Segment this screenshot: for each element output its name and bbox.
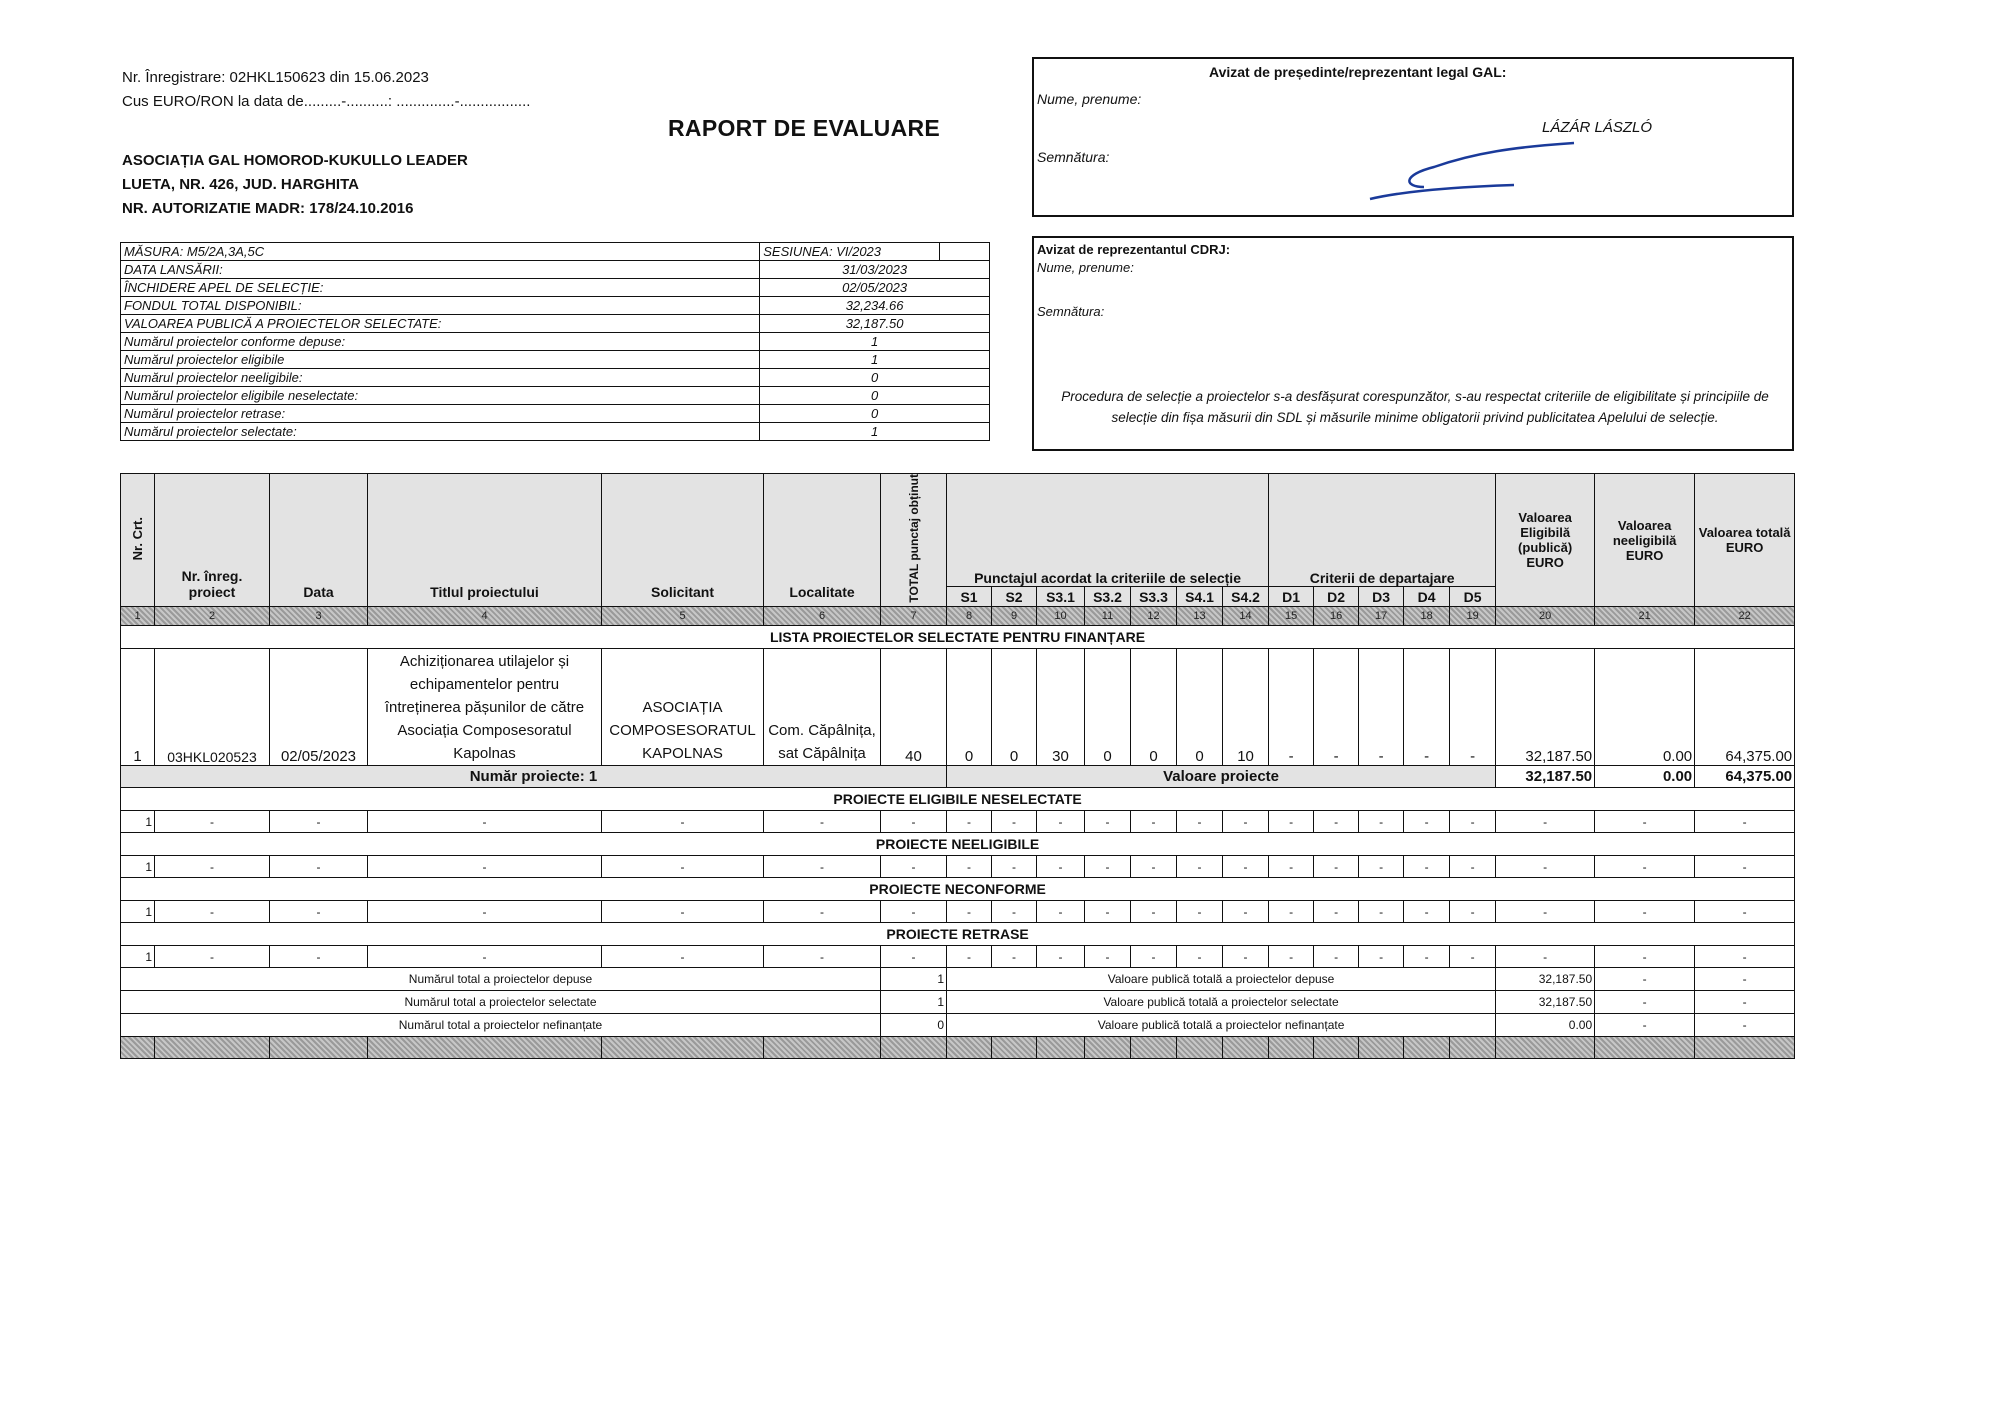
total-nefinantate-label: Numărul total a proiectelor nefinanțate <box>121 1014 881 1037</box>
section-title: PROIECTE NECONFORME <box>121 878 1795 901</box>
col-val-eligibila: Valoarea Eligibilă (publică) EURO <box>1496 474 1595 607</box>
col-number: 11 <box>1085 607 1131 626</box>
col-number: 22 <box>1695 607 1795 626</box>
crit-s3-1: S3.1 <box>1037 587 1085 607</box>
empty-dash-cell: - <box>1496 811 1595 833</box>
col-nr-inreg: Nr. înreg. proiect <box>155 474 270 607</box>
crit-d5: D5 <box>1450 587 1496 607</box>
measure-row-value: 1 <box>760 423 990 441</box>
score-s1: 0 <box>947 649 992 766</box>
empty-dash-cell: - <box>1131 901 1177 923</box>
empty-dash-cell: - <box>368 901 602 923</box>
col-number: 8 <box>947 607 992 626</box>
project-solicitant: ASOCIAȚIA COMPOSESORATUL KAPOLNAS <box>602 649 764 766</box>
empty-dash-cell: - <box>1131 856 1177 878</box>
empty-dash-cell: - <box>1037 811 1085 833</box>
empty-dash-cell: - <box>155 901 270 923</box>
measure-row-label: Numărul proiectelor neeligibile: <box>121 369 760 387</box>
measure-row-label: Numărul proiectelor eligibile neselectate: <box>121 387 760 405</box>
measure-row-label: ÎNCHIDERE APEL DE SELECȚIE: <box>121 279 760 297</box>
table-row <box>121 811 1795 833</box>
total-depuse-label: Numărul total a proiectelor depuse <box>121 968 881 991</box>
col-data: Data <box>270 474 368 607</box>
org-authorization: NR. AUTORIZATIE MADR: 178/24.10.2016 <box>122 200 414 217</box>
empty-dash-cell: - <box>155 811 270 833</box>
empty-dash-cell: - <box>602 901 764 923</box>
cdrj-approval-title: Avizat de reprezentantul CDRJ: <box>1037 242 1231 257</box>
org-address: LUETA, NR. 426, JUD. HARGHITA <box>122 176 359 193</box>
col-number: 15 <box>1269 607 1314 626</box>
crit-s2: S2 <box>992 587 1037 607</box>
col-number: 14 <box>1223 607 1269 626</box>
project-nr: 1 <box>121 649 155 766</box>
empty-dash-cell: - <box>1359 946 1404 968</box>
totals-row <box>121 991 1795 1014</box>
project-val-neeligibila: 0.00 <box>1595 649 1695 766</box>
empty-dash-cell: - <box>1085 901 1131 923</box>
gal-signer-name: LÁZÁR LÁSZLÓ <box>1542 119 1653 136</box>
col-number: 2 <box>155 607 270 626</box>
measure-table <box>120 242 990 441</box>
cdrj-name-label: Nume, prenume: <box>1037 260 1134 275</box>
col-localitate: Localitate <box>764 474 881 607</box>
table-row <box>121 946 1795 968</box>
total-selectate-value: 32,187.50 <box>1496 991 1595 1014</box>
empty-dash-cell: - <box>1314 856 1359 878</box>
col-number: 12 <box>1131 607 1177 626</box>
score-d2: - <box>1314 649 1359 766</box>
empty-dash-cell: - <box>270 901 368 923</box>
empty-dash-cell: - <box>602 856 764 878</box>
empty-dash-cell: - <box>1595 901 1695 923</box>
col-titlu: Titlul proiectului <box>368 474 602 607</box>
project-val-totala: 64,375.00 <box>1695 649 1795 766</box>
table-row <box>121 856 1795 878</box>
total-nefinantate-value: 0.00 <box>1496 1014 1595 1037</box>
crit-d3: D3 <box>1359 587 1404 607</box>
summary-val-neeligibila: 0.00 <box>1595 766 1695 788</box>
empty-dash-cell: - <box>1450 856 1496 878</box>
project-title: Achiziționarea utilajelor și echipamentelor pentru întreținerea pășunilor de către Asociația Composesoratul Kapolnas <box>368 649 602 766</box>
empty-dash-cell: - <box>1404 946 1450 968</box>
total-depuse-value-label: Valoare publică totală a proiectelor depuse <box>947 968 1496 991</box>
row-nr: 1 <box>121 856 155 878</box>
col-val-neeligibila: Valoarea neeligibilă EURO <box>1595 474 1695 607</box>
empty-dash-cell: - <box>1595 946 1695 968</box>
empty-dash-cell: - <box>1085 946 1131 968</box>
summary-val-totala: 64,375.00 <box>1695 766 1795 788</box>
sesiune-label: SESIUNEA: VI/2023 <box>760 243 940 261</box>
empty-dash-cell: - <box>947 811 992 833</box>
project-localitate: Com. Căpâlnița, sat Căpâlnița <box>764 649 881 766</box>
empty-dash-cell: - <box>1695 968 1795 991</box>
empty-dash-cell: - <box>1314 901 1359 923</box>
col-number: 20 <box>1496 607 1595 626</box>
totals-row <box>121 1014 1795 1037</box>
score-d5: - <box>1450 649 1496 766</box>
page-title: RAPORT DE EVALUARE <box>668 115 941 141</box>
measure-row-label: Numărul proiectelor conforme depuse: <box>121 333 760 351</box>
score-d1: - <box>1269 649 1314 766</box>
crit-s4-2: S4.2 <box>1223 587 1269 607</box>
empty-dash-cell: - <box>155 856 270 878</box>
evaluation-table <box>120 473 1795 1059</box>
empty-dash-cell: - <box>1037 856 1085 878</box>
empty-dash-cell: - <box>368 811 602 833</box>
col-number: 13 <box>1177 607 1223 626</box>
section-title: PROIECTE RETRASE <box>121 923 1795 946</box>
col-number: 4 <box>368 607 602 626</box>
measure-row-value: 32,187.50 <box>760 315 990 333</box>
total-selectate-count: 1 <box>881 991 947 1014</box>
table-row <box>121 649 1795 766</box>
valoare-proiecte-label: Valoare proiecte <box>947 766 1496 788</box>
empty-dash-cell: - <box>1404 901 1450 923</box>
col-number: 17 <box>1359 607 1404 626</box>
col-number: 16 <box>1314 607 1359 626</box>
row-nr: 1 <box>121 946 155 968</box>
cdrj-statement: Procedura de selecție a proiectelor s-a desfășurat corespunzător, s-au respectat criteriile de eligibilitate și principiile de selecție din fișa măsurii din SDL și măsurile minime obligatorii privind publicitatea Apelului de selecție. <box>1061 389 1769 425</box>
empty-dash-cell: - <box>1223 901 1269 923</box>
empty-dash-cell: - <box>368 856 602 878</box>
measure-row-label: Numărul proiectelor selectate: <box>121 423 760 441</box>
masura-label: MĂSURA: M5/2A,3A,5C <box>121 243 760 261</box>
col-number: 10 <box>1037 607 1085 626</box>
empty-dash-cell: - <box>1223 811 1269 833</box>
crit-s1: S1 <box>947 587 992 607</box>
empty-dash-cell: - <box>881 811 947 833</box>
col-punctaj: Punctajul acordat la criteriile de selecție <box>947 474 1269 587</box>
project-nr-inreg: 03HKL020523 <box>155 649 270 766</box>
empty-dash-cell: - <box>1496 901 1595 923</box>
measure-row-value: 1 <box>760 351 990 369</box>
numar-proiecte: Număr proiecte: 1 <box>121 766 947 788</box>
empty-dash-cell: - <box>1223 946 1269 968</box>
empty-dash-cell: - <box>1037 946 1085 968</box>
total-nefinantate-count: 0 <box>881 1014 947 1037</box>
section-title: PROIECTE NEELIGIBILE <box>121 833 1795 856</box>
empty-dash-cell: - <box>1695 901 1795 923</box>
empty-dash-cell: - <box>881 901 947 923</box>
empty-dash-cell: - <box>1450 811 1496 833</box>
empty-dash-cell: - <box>1595 968 1695 991</box>
total-depuse-count: 1 <box>881 968 947 991</box>
project-total: 40 <box>881 649 947 766</box>
measure-row-label: Numărul proiectelor retrase: <box>121 405 760 423</box>
footer-hatch-row <box>121 1037 1795 1059</box>
registration-number: Nr. Înregistrare: 02HKL150623 din 15.06.2023 <box>122 69 429 86</box>
empty-dash-cell: - <box>1359 856 1404 878</box>
measure-row-value: 02/05/2023 <box>760 279 990 297</box>
measure-row-label: DATA LANSĂRII: <box>121 261 760 279</box>
empty-dash-cell: - <box>1177 856 1223 878</box>
measure-row-value: 32,234.66 <box>760 297 990 315</box>
gal-approval-title: Avizat de președinte/reprezentant legal GAL: <box>1209 64 1507 80</box>
col-val-totala: Valoarea totală EURO <box>1695 474 1795 607</box>
col-solicitant: Solicitant <box>602 474 764 607</box>
total-selectate-value-label: Valoare publică totală a proiectelor selectate <box>947 991 1496 1014</box>
total-nefinantate-value-label: Valoare publică totală a proiectelor nefinanțate <box>947 1014 1496 1037</box>
measure-row-label: FONDUL TOTAL DISPONIBIL: <box>121 297 760 315</box>
empty-dash-cell: - <box>1269 946 1314 968</box>
gal-approval-box <box>1032 57 1794 217</box>
empty-dash-cell: - <box>1450 946 1496 968</box>
empty-dash-cell: - <box>1085 811 1131 833</box>
score-s3-3: 0 <box>1131 649 1177 766</box>
empty-dash-cell: - <box>1695 856 1795 878</box>
empty-dash-cell: - <box>947 946 992 968</box>
total-selectate-label: Numărul total a proiectelor selectate <box>121 991 881 1014</box>
empty-dash-cell: - <box>1496 946 1595 968</box>
empty-dash-cell: - <box>1131 811 1177 833</box>
empty-dash-cell: - <box>1404 856 1450 878</box>
empty-dash-cell: - <box>1359 811 1404 833</box>
crit-d4: D4 <box>1404 587 1450 607</box>
crit-d2: D2 <box>1314 587 1359 607</box>
empty-dash-cell: - <box>1037 901 1085 923</box>
measure-row-label: Numărul proiectelor eligibile <box>121 351 760 369</box>
empty-dash-cell: - <box>1695 811 1795 833</box>
empty-dash-cell: - <box>1085 856 1131 878</box>
empty-dash-cell: - <box>1314 811 1359 833</box>
empty-dash-cell: - <box>764 946 881 968</box>
empty-dash-cell: - <box>1595 991 1695 1014</box>
score-s3-2: 0 <box>1085 649 1131 766</box>
measure-row-value: 0 <box>760 387 990 405</box>
empty-dash-cell: - <box>270 856 368 878</box>
empty-dash-cell: - <box>1595 811 1695 833</box>
row-nr: 1 <box>121 811 155 833</box>
project-data: 02/05/2023 <box>270 649 368 766</box>
score-s3-1: 30 <box>1037 649 1085 766</box>
gal-name-label: Nume, prenume: <box>1037 91 1142 107</box>
empty-dash-cell: - <box>1595 1014 1695 1037</box>
empty-dash-cell: - <box>992 901 1037 923</box>
empty-dash-cell: - <box>992 856 1037 878</box>
score-d3: - <box>1359 649 1404 766</box>
summary-row <box>121 766 1795 788</box>
empty-dash-cell: - <box>947 856 992 878</box>
col-number: 6 <box>764 607 881 626</box>
empty-dash-cell: - <box>270 946 368 968</box>
row-nr: 1 <box>121 901 155 923</box>
col-total: TOTAL punctaj obținut <box>906 474 921 603</box>
signature-image <box>1364 127 1594 207</box>
col-number: 18 <box>1404 607 1450 626</box>
exchange-rate-line: Cus EURO/RON la data de.........-..........: ..............-................. <box>122 93 531 110</box>
score-s4-2: 10 <box>1223 649 1269 766</box>
measure-row-value: 0 <box>760 369 990 387</box>
empty-dash-cell: - <box>881 856 947 878</box>
empty-dash-cell: - <box>992 946 1037 968</box>
org-name: ASOCIAȚIA GAL HOMOROD-KUKULLO LEADER <box>122 152 468 169</box>
score-s4-1: 0 <box>1177 649 1223 766</box>
empty-dash-cell: - <box>764 901 881 923</box>
empty-dash-cell: - <box>1496 856 1595 878</box>
crit-s3-2: S3.2 <box>1085 587 1131 607</box>
empty-dash-cell: - <box>1177 901 1223 923</box>
empty-dash-cell: - <box>602 811 764 833</box>
totals-row <box>121 968 1795 991</box>
col-number: 5 <box>602 607 764 626</box>
measure-row-value: 1 <box>760 333 990 351</box>
empty-dash-cell: - <box>1695 1014 1795 1037</box>
empty-dash-cell: - <box>881 946 947 968</box>
measure-row-label: VALOAREA PUBLICĂ A PROIECTELOR SELECTATE: <box>121 315 760 333</box>
empty-dash-cell: - <box>602 946 764 968</box>
empty-dash-cell: - <box>1177 946 1223 968</box>
empty-dash-cell: - <box>1359 901 1404 923</box>
crit-s3-3: S3.3 <box>1131 587 1177 607</box>
measure-row-value: 31/03/2023 <box>760 261 990 279</box>
empty-dash-cell: - <box>1695 946 1795 968</box>
empty-dash-cell: - <box>1131 946 1177 968</box>
empty-dash-cell: - <box>1695 991 1795 1014</box>
cdrj-signature-label: Semnătura: <box>1037 304 1105 319</box>
empty-dash-cell: - <box>1595 856 1695 878</box>
section-title: PROIECTE ELIGIBILE NESELECTATE <box>121 788 1795 811</box>
empty-dash-cell: - <box>1223 856 1269 878</box>
summary-val-eligibila: 32,187.50 <box>1496 766 1595 788</box>
empty-dash-cell: - <box>1177 811 1223 833</box>
col-number: 7 <box>881 607 947 626</box>
empty-dash-cell: - <box>992 811 1037 833</box>
empty-dash-cell: - <box>155 946 270 968</box>
empty-dash-cell: - <box>270 811 368 833</box>
empty-dash-cell: - <box>947 901 992 923</box>
empty-dash-cell: - <box>1269 856 1314 878</box>
col-number: 3 <box>270 607 368 626</box>
empty-dash-cell: - <box>764 856 881 878</box>
project-val-eligibila: 32,187.50 <box>1496 649 1595 766</box>
empty-dash-cell: - <box>1450 901 1496 923</box>
col-departajare: Criterii de departajare <box>1269 474 1496 587</box>
empty-dash-cell: - <box>1404 811 1450 833</box>
crit-d1: D1 <box>1269 587 1314 607</box>
empty-dash-cell: - <box>1269 901 1314 923</box>
gal-signature-label: Semnătura: <box>1037 149 1110 165</box>
empty-dash-cell: - <box>1314 946 1359 968</box>
total-depuse-value: 32,187.50 <box>1496 968 1595 991</box>
measure-row-value: 0 <box>760 405 990 423</box>
score-s2: 0 <box>992 649 1037 766</box>
cdrj-approval-box <box>1032 236 1794 451</box>
score-d4: - <box>1404 649 1450 766</box>
col-number: 21 <box>1595 607 1695 626</box>
col-number: 1 <box>121 607 155 626</box>
table-row <box>121 901 1795 923</box>
crit-s4-1: S4.1 <box>1177 587 1223 607</box>
empty-dash-cell: - <box>368 946 602 968</box>
empty-dash-cell: - <box>1269 811 1314 833</box>
col-number: 19 <box>1450 607 1496 626</box>
section-selected-title: LISTA PROIECTELOR SELECTATE PENTRU FINANȚARE <box>121 626 1795 649</box>
col-number: 9 <box>992 607 1037 626</box>
col-nr-crt: Nr. Crt. <box>130 516 145 561</box>
empty-dash-cell: - <box>764 811 881 833</box>
